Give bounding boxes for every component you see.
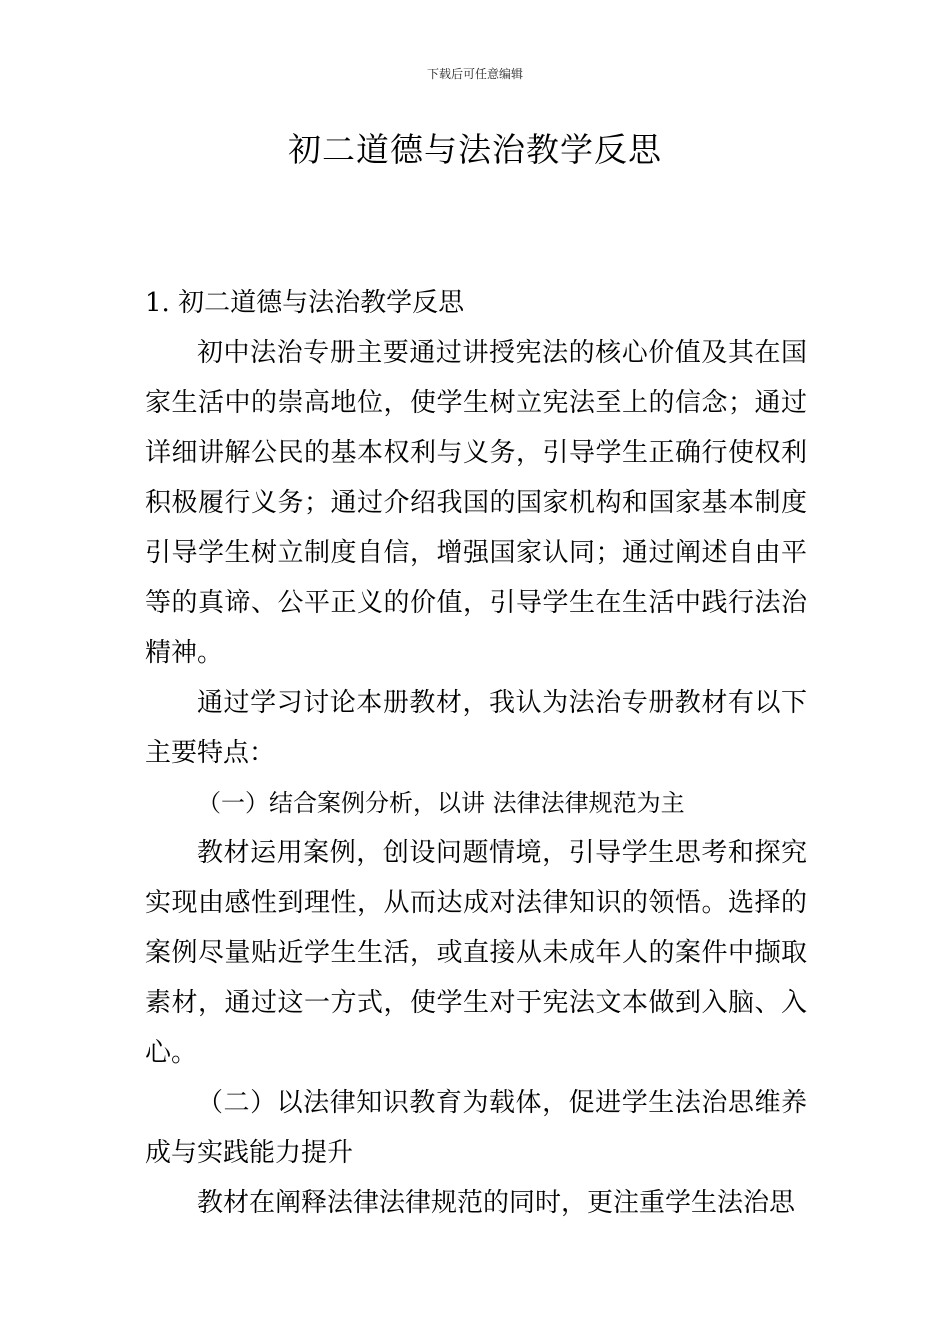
subheading-case-analysis: （一）结合案例分析，以讲 法律法律规范为主 xyxy=(197,789,685,817)
document-title: 初二道德与法治教学反思 xyxy=(288,130,662,169)
paragraph-features: 通过学习讨论本册教材，我认为法治专册教材有以下主要特点： xyxy=(145,688,807,768)
document-body xyxy=(145,278,807,1228)
paragraph-case-analysis: 教材运用案例，创设问题情境，引导学生思考和探究实现由感性到理性，从而达成对法律知识的领悟。选择的案例尽量贴近学生生活，或直接从未成年人的案件中撷取素材，通过这一方式，使学生对于宪法文本做到入脑、入心。 xyxy=(145,838,807,1068)
header-note: 下载后可任意编辑 xyxy=(426,67,523,81)
paragraph-legal-education: 教材在阐释法律法律规范的同时，更注重学生法治思 xyxy=(197,1188,796,1218)
section-heading: 1. 初二道德与法治教学反思 xyxy=(145,288,465,318)
subheading-legal-education: （二）以法律知识教育为载体，促进学生法治思维养成与实践能力提升 xyxy=(145,1088,807,1168)
paragraph-intro: 初中法治专册主要通过讲授宪法的核心价值及其在国家生活中的崇高地位，使学生树立宪法至上的信念；通过详细讲解公民的基本权利与义务，引导学生正确行使权利积极履行义务；通过介绍我国的国家机构和国家基本制度引导学生树立制度自信，增强国家认同；通过阐述自由平等的真谛、公平正义的价值，引导学生在生活中践行法治精神。 xyxy=(145,338,807,668)
